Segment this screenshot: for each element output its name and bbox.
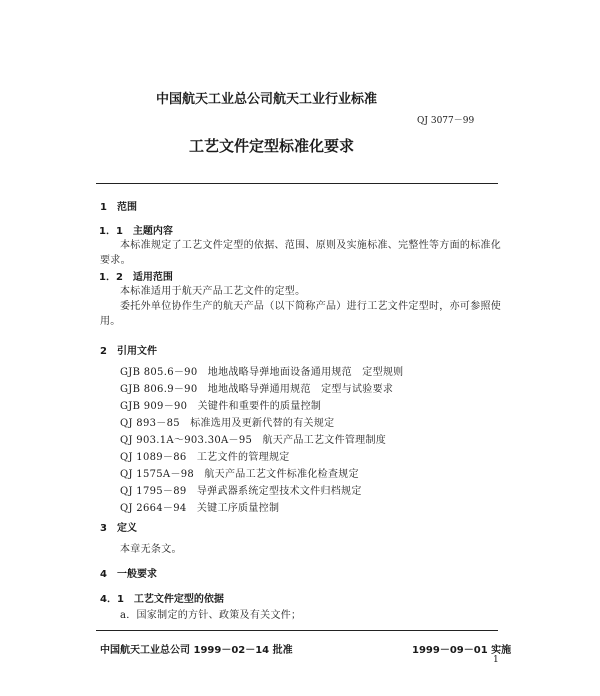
section-1-2-heading: 1．2 适用范围 — [99, 272, 173, 283]
reference-item: QJ 1575A－98 航天产品工艺文件标准化检查规定 — [120, 469, 359, 480]
approval-date: 中国航天工业总公司 1999－02－14 批准 — [100, 645, 293, 656]
section-1-heading: 1 范围 — [100, 202, 137, 213]
section-1-1-text-line2: 要求。 — [100, 255, 131, 266]
section-1-2-text-line3: 用。 — [100, 316, 121, 327]
section-4-heading: 4 一般要求 — [100, 569, 157, 580]
reference-item: QJ 2664－94 关键工序质量控制 — [120, 503, 280, 514]
section-4-1-heading: 4．1 工艺文件定型的依据 — [100, 594, 224, 605]
section-1-2-text-line2: 委托外单位协作生产的航天产品（以下简称产品）进行工艺文件定型时，亦可参照使 — [120, 301, 502, 312]
reference-item: GJB 805.6－90 地地战略导弹地面设备通用规范 定型规则 — [120, 367, 404, 378]
reference-item: GJB 806.9－90 地地战略导弹通用规范 定型与试验要求 — [120, 384, 394, 395]
reference-item: QJ 1089－86 工艺文件的管理规定 — [120, 452, 290, 463]
page-number: 1 — [493, 655, 499, 665]
section-1-2-text-line1: 本标准适用于航天产品工艺文件的定型。 — [120, 286, 306, 297]
section-4-1-item-a: a．国家制定的方针、政策及有关文件； — [120, 610, 302, 621]
org-standard-title: 中国航天工业总公司航天工业行业标准 — [156, 92, 378, 107]
section-2-heading: 2 引用文件 — [100, 346, 157, 357]
standard-code: QJ 3077－99 — [417, 116, 475, 126]
bottom-divider — [96, 630, 498, 631]
reference-item: GJB 909－90 关键件和重要件的质量控制 — [120, 401, 322, 412]
top-divider — [96, 183, 498, 184]
reference-item: QJ 893－85 标准选用及更新代替的有关规定 — [120, 418, 335, 429]
section-3-text: 本章无条文。 — [120, 544, 182, 555]
reference-item: QJ 1795－89 导弹武器系统定型技术文件归档规定 — [120, 486, 362, 497]
implementation-date: 1999－09－01 实施 — [412, 645, 512, 656]
reference-item: QJ 903.1A～903.30A－95 航天产品工艺文件管理制度 — [120, 435, 387, 446]
document-title: 工艺文件定型标准化要求 — [189, 137, 355, 155]
section-1-1-text-line1: 本标准规定了工艺文件定型的依据、范围、原则及实施标准、完整性等方面的标准化 — [120, 240, 502, 251]
section-1-1-heading: 1．1 主题内容 — [99, 226, 173, 237]
section-3-heading: 3 定义 — [100, 523, 137, 534]
